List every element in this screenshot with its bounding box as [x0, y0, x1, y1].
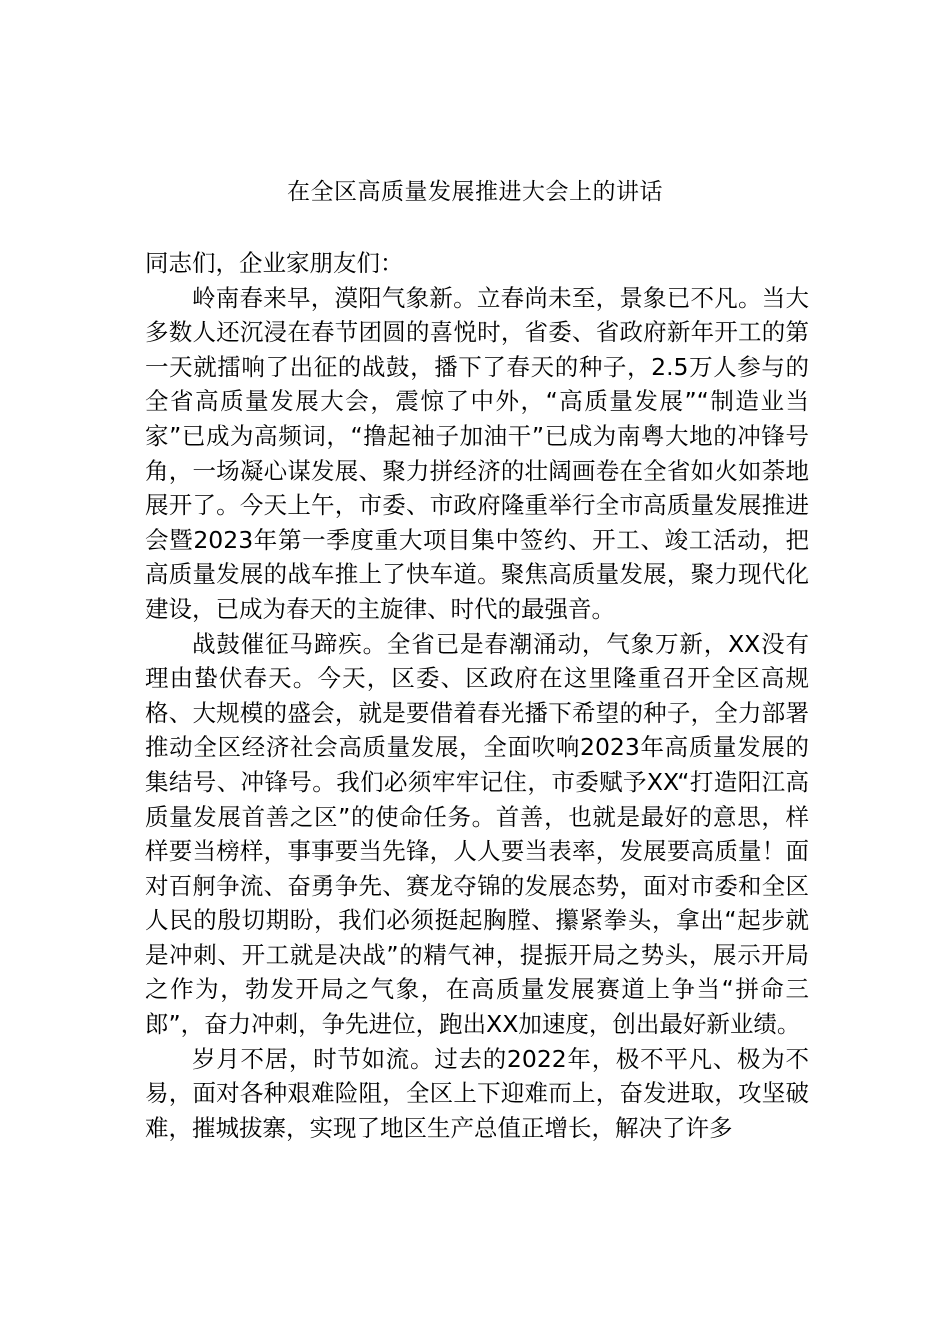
- paragraph-2: 战鼓催征马蹄疾。全省已是春潮涌动，气象万新，XX没有理由蛰伏春天。今天，区委、区政府在这里隆重召开全区高规格、大规模的盛会，就是要借着春光播下希望的种子，全力部署推动全区经济社会高质量发展，全面吹响2023年高质量发展的集结号、冲锋号。我们必须牢牢记住，市委赋予XX“打造阳江高质量发展首善之区”的使命任务。首善，也就是最好的意思，样样要当榜样，事事要当先锋，人人要当表率，发展要高质量！面对百舸争流、奋勇争先、赛龙夺锦的发展态势，面对市委和全区人民的殷切期盼，我们必须挺起胸膛、攥紧拳头，拿出“起步就是冲刺、开工就是决战”的精气神，提振开局之势头，展示开局之作为，勃发开局之气象，在高质量发展赛道上争当“拼命三郎”，奋力冲刺，争先进位，跑出XX加速度，创出最好新业绩。: [145, 629, 809, 1039]
- document-body: [145, 246, 809, 1145]
- document-title: 在全区高质量发展推进大会上的讲话: [287, 179, 663, 205]
- paragraph-3: 岁月不居，时节如流。过去的2022年，极不平凡、极为不易，面对各种艰难险阻，全区上下迎难而上，奋发进取，攻坚破难，摧城拔寨，实现了地区生产总值正增长，解决了许多: [145, 1044, 809, 1142]
- salutation: 同志们，企业家朋友们：: [145, 249, 404, 277]
- paragraph-1: 岭南春来早，漠阳气象新。立春尚未至，景象已不凡。当大多数人还沉浸在春节团圆的喜悦时，省委、省政府新年开工的第一天就擂响了出征的战鼓，播下了春天的种子，2.5万人参与的全省高质量发展大会，震惊了中外，“高质量发展”“制造业当家”已成为高频词，“撸起袖子加油干”已成为南粤大地的冲锋号角，一场凝心谋发展、聚力拼经济的壮阔画卷在全省如火如荼地展开了。今天上午，市委、市政府隆重举行全市高质量发展推进会暨2023年第一季度重大项目集中签约、开工、竣工活动，把高质量发展的战车推上了快车道。聚焦高质量发展，聚力现代化建设，已成为春天的主旋律、时代的最强音。: [145, 283, 809, 623]
